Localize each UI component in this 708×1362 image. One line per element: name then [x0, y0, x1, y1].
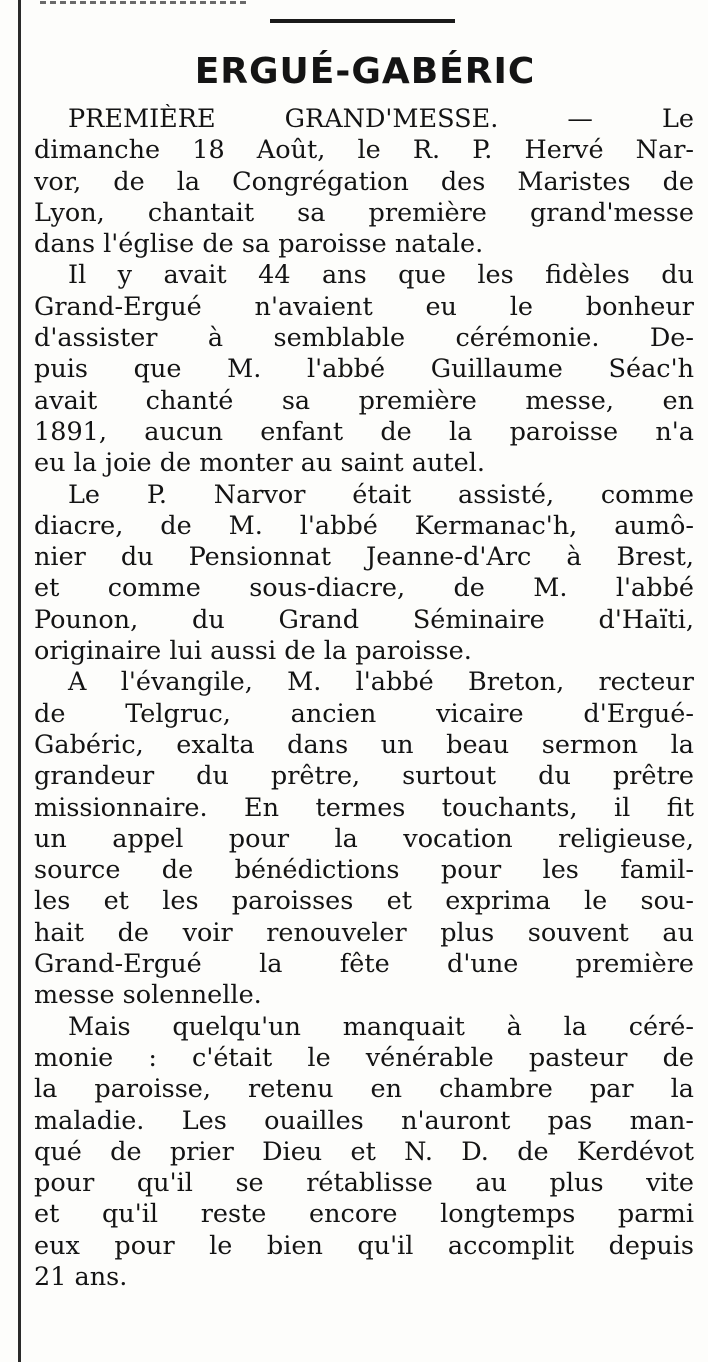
text-line: nier du Pensionnat Jeanne-d'Arc à Brest, [34, 542, 694, 573]
text-line: diacre, de M. l'abbé Kermanac'h, aumô- [34, 510, 694, 541]
text-line: Il y avait 44 ans que les fidèles du [68, 260, 694, 291]
text-line: et qu'il reste encore longtemps parmi [34, 1199, 694, 1230]
text-line: Le P. Narvor était assisté, comme [68, 479, 694, 510]
article-body [34, 104, 694, 1293]
text-line: maladie. Les ouailles n'auront pas man- [34, 1105, 694, 1136]
text-line: originaire lui aussi de la paroisse. [34, 636, 472, 667]
text-line: puis que M. l'abbé Guillaume Séac'h [34, 354, 694, 385]
text-line: Lyon, chantait sa première grand'messe [34, 197, 694, 228]
text-line: Gabéric, exalta dans un beau sermon la [34, 729, 694, 760]
text-line: d'assister à semblable cérémonie. De- [34, 323, 694, 354]
text-line: hait de voir renouveler plus souvent au [34, 917, 694, 948]
text-line: monie : c'était le vénérable pasteur de [34, 1042, 694, 1073]
text-line: avait chanté sa première messe, en [34, 385, 694, 416]
article-paragraph [34, 1012, 694, 1294]
text-line: eux pour le bien qu'il accomplit depuis [34, 1230, 694, 1261]
article-paragraph [34, 104, 694, 260]
article-headline: ERGUÉ-GABÉRIC [194, 51, 536, 92]
text-line: et comme sous-diacre, de M. l'abbé [34, 573, 694, 604]
article-paragraph [34, 667, 694, 1011]
text-line: PREMIÈRE GRAND'MESSE. — Le [68, 104, 694, 134]
text-line: A l'évangile, M. l'abbé Breton, recteur [68, 667, 694, 698]
text-line: grandeur du prêtre, surtout du prêtre [34, 761, 694, 792]
text-line: un appel pour la vocation religieuse, [34, 823, 694, 854]
article-paragraph [34, 260, 694, 479]
text-line: les et les paroisses et exprima le sou- [34, 886, 694, 917]
text-line: messe solennelle. [34, 980, 262, 1011]
text-line: Pounon, du Grand Séminaire d'Haïti, [34, 604, 694, 635]
section-rule [270, 19, 455, 23]
text-line: source de bénédictions pour les famil- [34, 855, 694, 886]
text-line: Mais quelqu'un manquait à la céré- [68, 1011, 694, 1042]
text-line: 1891, aucun enfant de la paroisse n'a [34, 416, 694, 447]
bottom-margin [22, 1330, 708, 1362]
text-line: 21 ans. [34, 1261, 128, 1292]
text-line: eu la joie de monter au saint autel. [34, 448, 485, 479]
text-line: de Telgruc, ancien vicaire d'Ergué- [34, 698, 694, 729]
text-line: la paroisse, retenu en chambre par la [34, 1074, 694, 1105]
text-line: vor, de la Congrégation des Maristes de [34, 166, 694, 197]
text-line: Grand-Ergué n'avaient eu le bonheur [34, 291, 694, 322]
text-line: qué de prier Dieu et N. D. de Kerdévot [34, 1136, 694, 1167]
text-line: dans l'église de sa paroisse natale. [34, 229, 484, 260]
text-line: missionnaire. En termes touchants, il fit [34, 792, 694, 823]
text-line: dimanche 18 Août, le R. P. Hervé Nar- [34, 135, 694, 166]
previous-article-remnant [40, 0, 250, 6]
column-divider [18, 0, 21, 1362]
text-line: Grand-Ergué la fête d'une première [34, 949, 694, 980]
text-line: pour qu'il se rétablisse au plus vite [34, 1168, 694, 1199]
article-paragraph [34, 480, 694, 668]
